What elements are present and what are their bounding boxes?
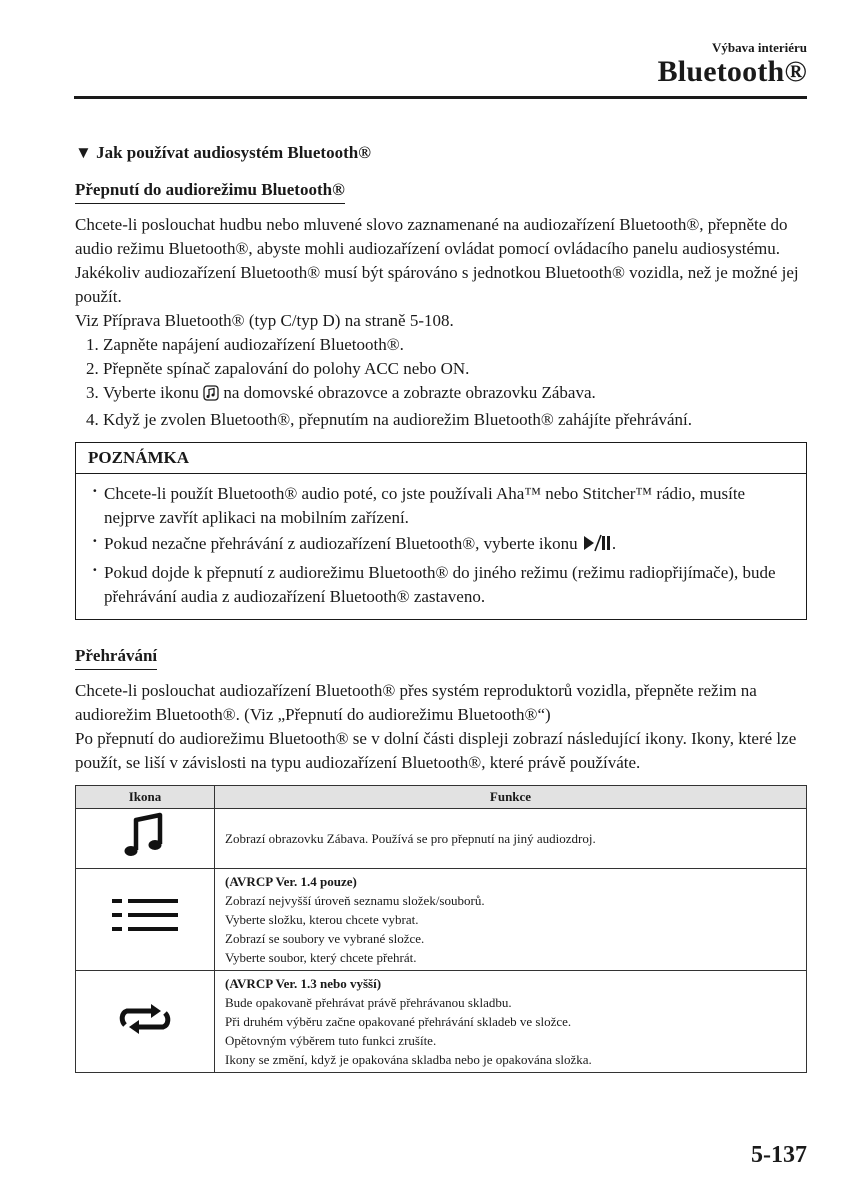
page-number: 5-137 [751,1142,807,1168]
col-function-header: Funkce [215,786,807,809]
table-header-row [76,786,807,809]
function-table [75,785,807,1073]
switch-ref: Viz Příprava Bluetooth® (typ C/typ D) na straně 5-108. [75,311,454,330]
header-rule [74,96,807,99]
note-heading: POZNÁMKA [76,443,806,474]
switch-intro: Chcete-li poslouchat hudbu nebo mluvené slovo zaznamenané na audiozařízení Bluetooth®, přepněte do audio režimu Bluetooth®, abyste mohli audiozařízení ovládat pomocí ovládacího panelu audiosystému. Jakékoliv audiozařízení Bluetooth® musí být spárováno s jednotkou Bluetooth® vozidla, než je možné jej použít. [75,215,799,306]
step-3-text: na domovské obrazovce a zobrazte obrazovku Zábava. [223,383,596,402]
note-item-3: · Pokud dojde k přepnutí z audiorežimu Bluetooth® do jiného režimu (režimu radiopřijímače), bude přehrávání audia z audiozařízení Bluetooth® zastaveno. [92,560,776,606]
step-4: 4. Když je zvolen Bluetooth®, přepnutím na audiorežim Bluetooth® zahájíte přehrávání. [103,408,807,432]
note-item-1: · Chcete-li použít Bluetooth® audio poté, co jste používali Aha™ nebo Stitcher™ rádio, musíte nejprve zavřít aplikaci na mobilním zařízení. [92,481,746,527]
repeat-icon [115,999,175,1039]
icon-cell [76,809,215,869]
content [75,140,807,1073]
icon-cell [76,869,215,971]
entertainment-icon [203,384,219,408]
function-cell: Zobrazí obrazovku Zábava. Používá se pro přepnutí na jiný audiozdroj. [215,809,807,869]
step-3-prefix: Vyberte ikonu [103,383,199,402]
function-cell: (AVRCP Ver. 1.3 nebo vyšší) Bude opakovaně přehrávat právě přehrávanou skladbu. Při druhém výběru začne opakované přehrávání skladeb ve složce. Opětovným výběrem tuto funkci zrušíte. Ikony se změní, když je opakována skladba nebo je opakována složka. [215,971,807,1073]
music-note-icon [123,812,167,860]
note-item-2: · Pokud nezačne přehrávání z audiozařízení Bluetooth®, vyberte ikonu . [88,532,794,559]
icon-cell [76,971,215,1073]
note-box [75,442,807,620]
table-row [76,869,807,971]
steps-list [75,333,807,432]
header-title: Bluetooth® [657,55,807,88]
function-cell: (AVRCP Ver. 1.4 pouze) Zobrazí nejvyšší úroveň seznamu složek/souborů. Vyberte složku, kterou chcete vybrat. Zobrazí se soubory ve vybrané složce. Vyberte soubor, který chcete přehrát. [215,869,807,971]
note-body [76,474,806,619]
section-title: ▼ Jak používat audiosystém Bluetooth® [75,143,371,162]
playback-para-2: Po přepnutí do audiorežimu Bluetooth® se v dolní části displeji zobrazí následující ikony. Ikony, které lze použít, se liší v závislosti na typu audiozařízení Bluetooth®, které právě používáte. [75,729,797,772]
table-row [76,809,807,869]
table-row [76,971,807,1073]
play-pause-icon [582,534,612,559]
header-section: Výbava interiéru [712,40,807,55]
step-1: 1. Zapněte napájení audiozařízení Bluetooth®. [103,333,807,357]
playback-heading: Přehrávání [75,644,157,670]
col-icon-header: Ikona [76,786,215,809]
step-2: 2. Přepněte spínač zapalování do polohy ACC nebo ON. [103,357,807,381]
list-icon [110,895,180,939]
switch-heading: Přepnutí do audiorežimu Bluetooth® [75,178,345,204]
playback-para-1: Chcete-li poslouchat audiozařízení Bluetooth® přes systém reproduktorů vozidla, přepněte režim na audiorežim Bluetooth®. (Viz „Přepnutí do audiorežimu Bluetooth®“) [75,681,757,724]
step-3 [103,381,807,408]
